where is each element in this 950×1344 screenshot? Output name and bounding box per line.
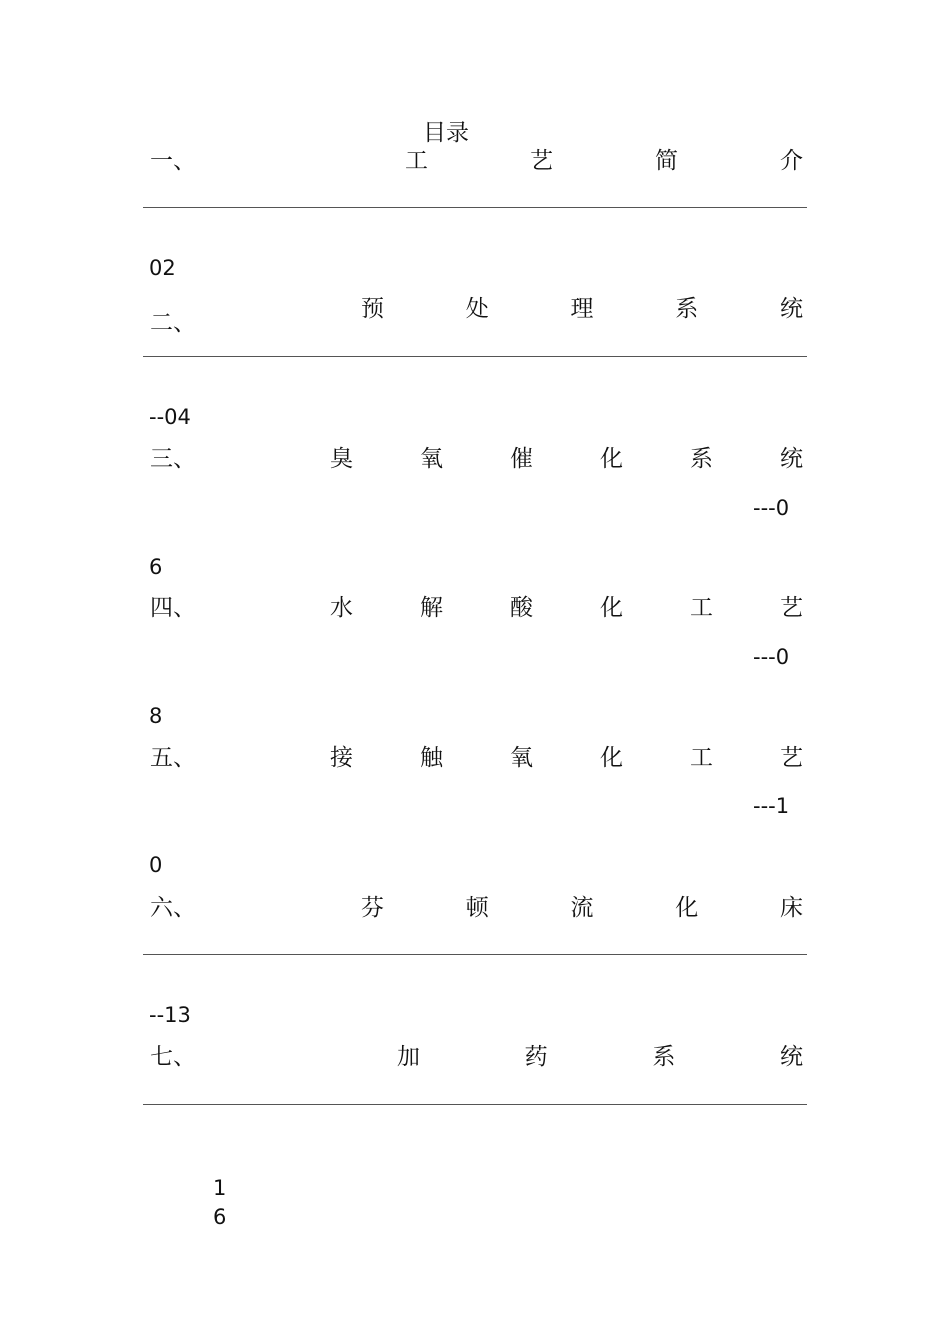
entry-prefix: 四、 — [150, 595, 196, 621]
entry-char: 预 — [361, 296, 384, 322]
entry-char: 工 — [690, 745, 713, 771]
entry-char: 化 — [600, 595, 623, 621]
entry-char: 床 — [780, 895, 803, 921]
entry-char: 药 — [524, 1044, 548, 1070]
entry-char: 芬 — [361, 895, 384, 921]
entry-prefix: 七、 — [150, 1044, 196, 1070]
trailing-page-digit: 1 — [213, 1176, 227, 1200]
entry-char: 统 — [779, 1044, 803, 1070]
entry-char: 统 — [780, 296, 803, 322]
entry-char: 化 — [600, 745, 623, 771]
entry-char: 化 — [675, 895, 699, 921]
divider — [143, 1104, 807, 1105]
entry-char: 系 — [690, 446, 713, 472]
entry-page-number-cont: 8 — [149, 704, 163, 728]
entry-page-number: 02 — [149, 256, 176, 280]
entry-title — [405, 146, 803, 176]
toc-entry-3[interactable] — [150, 444, 803, 474]
entry-char: 顿 — [465, 895, 489, 921]
entry-char: 解 — [420, 595, 443, 621]
entry-char: 艺 — [780, 595, 803, 621]
entry-char: 氧 — [420, 446, 443, 472]
entry-char: 理 — [570, 296, 594, 322]
toc-entry-5[interactable] — [150, 743, 803, 773]
divider — [143, 954, 807, 955]
entry-prefix: 一、 — [150, 148, 196, 174]
entry-title — [330, 593, 803, 623]
toc-entry-7[interactable] — [150, 1042, 803, 1072]
entry-char: 工 — [405, 148, 428, 174]
entry-char: 处 — [465, 296, 489, 322]
entry-title — [330, 743, 803, 773]
entry-char: 系 — [675, 296, 699, 322]
entry-char: 加 — [397, 1044, 420, 1070]
entry-char: 水 — [330, 595, 353, 621]
entry-char: 催 — [510, 446, 533, 472]
entry-char: 简 — [655, 148, 678, 174]
entry-page-number: ---0 — [753, 645, 790, 669]
entry-char: 流 — [570, 895, 594, 921]
trailing-page-digit: 6 — [213, 1205, 227, 1229]
entry-title — [361, 893, 803, 923]
entry-char: 艺 — [530, 148, 553, 174]
toc-entry-1[interactable] — [150, 146, 803, 176]
entry-char: 臭 — [330, 446, 353, 472]
divider — [143, 207, 807, 208]
entry-page-number-cont: 0 — [149, 853, 163, 877]
entry-page-number: ---1 — [753, 794, 790, 818]
entry-char: 介 — [780, 148, 803, 174]
entry-char: 氧 — [510, 745, 533, 771]
entry-char: 艺 — [780, 745, 803, 771]
divider — [143, 356, 807, 357]
entry-char: 触 — [420, 745, 443, 771]
entry-page-number: --13 — [149, 1003, 191, 1027]
entry-char: 化 — [600, 446, 623, 472]
entry-char: 接 — [330, 745, 353, 771]
entry-char: 统 — [780, 446, 803, 472]
entry-prefix: 五、 — [150, 745, 196, 771]
toc-entry-6[interactable] — [150, 893, 803, 923]
toc-entry-2[interactable] — [150, 294, 803, 336]
entry-title — [330, 444, 803, 474]
entry-prefix: 三、 — [150, 446, 196, 472]
entry-page-number: --04 — [149, 405, 191, 429]
toc-title: 目录 — [423, 120, 469, 146]
entry-page-number: ---0 — [753, 496, 790, 520]
entry-title — [397, 1042, 803, 1072]
entry-title — [361, 294, 803, 324]
entry-page-number-cont: 6 — [149, 555, 163, 579]
entry-char: 工 — [690, 595, 713, 621]
entry-prefix: 二、 — [150, 310, 196, 336]
entry-char: 系 — [652, 1044, 676, 1070]
entry-char: 酸 — [510, 595, 533, 621]
entry-prefix: 六、 — [150, 895, 196, 921]
toc-entry-4[interactable] — [150, 593, 803, 623]
